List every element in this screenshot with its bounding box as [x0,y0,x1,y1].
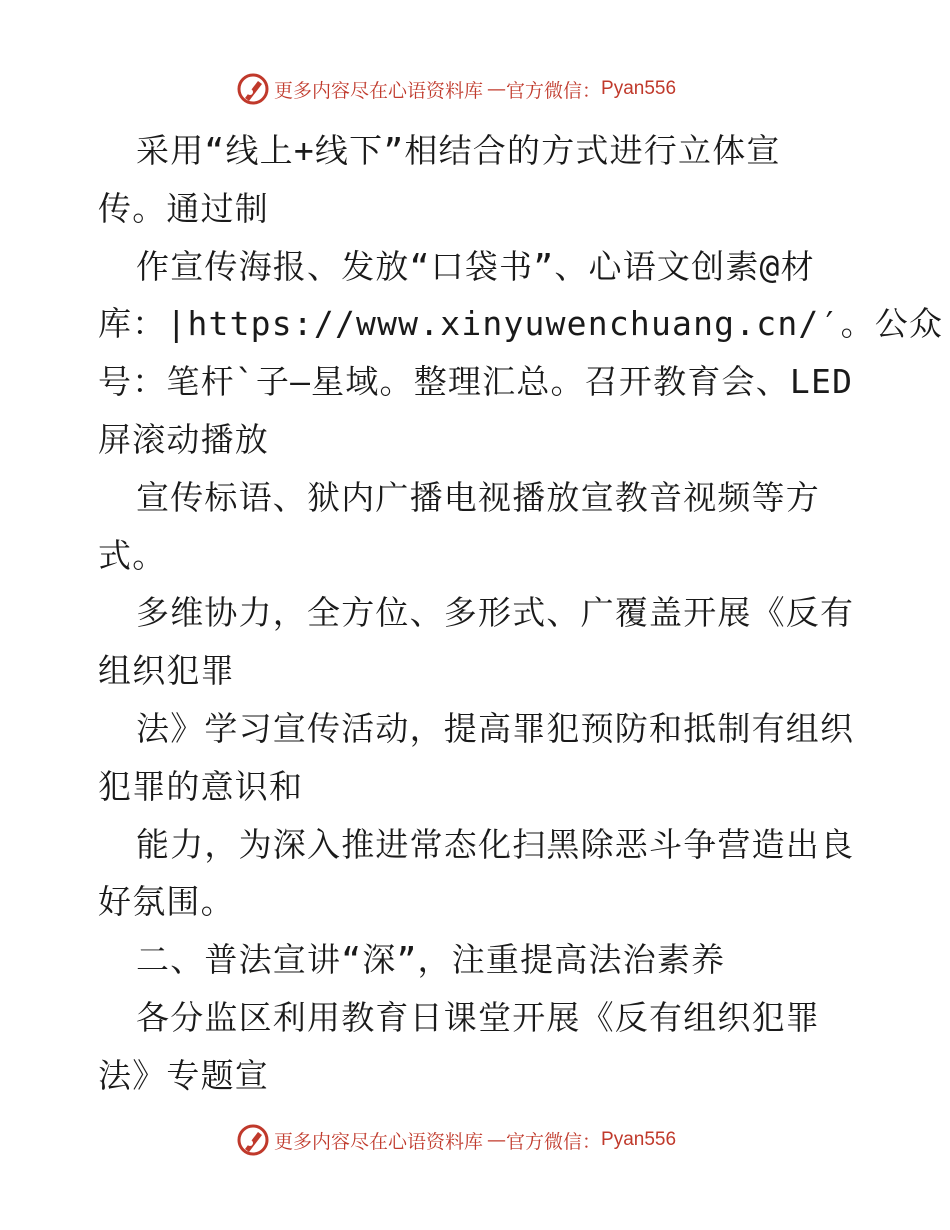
footer-wechat-label: 官方微信： [506,1130,602,1153]
body-line: 作宣传海报、发放“口袋书”、心语文创素@材 [136,246,815,286]
body-line: 式。 [98,535,167,575]
footer-site-text: 更多内容尽在心语资料库 [274,1130,484,1153]
body-line: 组织犯罪 [98,651,235,691]
body-line: 能力，为深入推进常态化扫黑除恶斗争营造出良 [136,824,855,864]
header-banner [236,71,756,107]
body-line: 犯罪的意识和 [98,766,304,806]
body-line: 库：|https://www.xinyuwenchuang.cn/′。公众 [98,304,944,344]
body-line: 好氛围。 [98,882,235,922]
header-wechat-id: Pyan556 [601,78,677,99]
header-site-text: 更多内容尽在心语资料库 [274,79,484,102]
body-line: 屏滚动播放 [98,419,269,459]
footer-wechat-id: Pyan556 [601,1129,677,1150]
body-line: 采用“线上+线下”相结合的方式进行立体宣 [136,131,781,170]
footer-dash: — [487,1129,507,1151]
body-line: 多维协力，全方位、多形式、广覆盖开展《反有 [136,593,855,633]
body-line: 法》学习宣传活动，提高罪犯预防和抵制有组织 [136,708,855,748]
header-wechat-label: 官方微信： [506,79,602,102]
body-line: 各分监区利用教育日课堂开展《反有组织犯罪 [136,997,820,1037]
header-dash: — [487,78,507,100]
document-body [98,122,944,1105]
pen-logo-icon [236,72,270,106]
body-line: 号：笔杆`子—星域。整理汇总。召开教育会、LED [98,362,854,402]
body-line: 法》专题宣 [98,1055,269,1095]
footer-banner [236,1122,756,1158]
pen-logo-icon [236,1123,270,1157]
section-heading: 二、普法宣讲“深”，注重提高法治素养 [136,940,726,980]
body-line: 传。通过制 [98,188,269,228]
body-line: 宣传标语、狱内广播电视播放宣教音视频等方 [136,477,820,517]
